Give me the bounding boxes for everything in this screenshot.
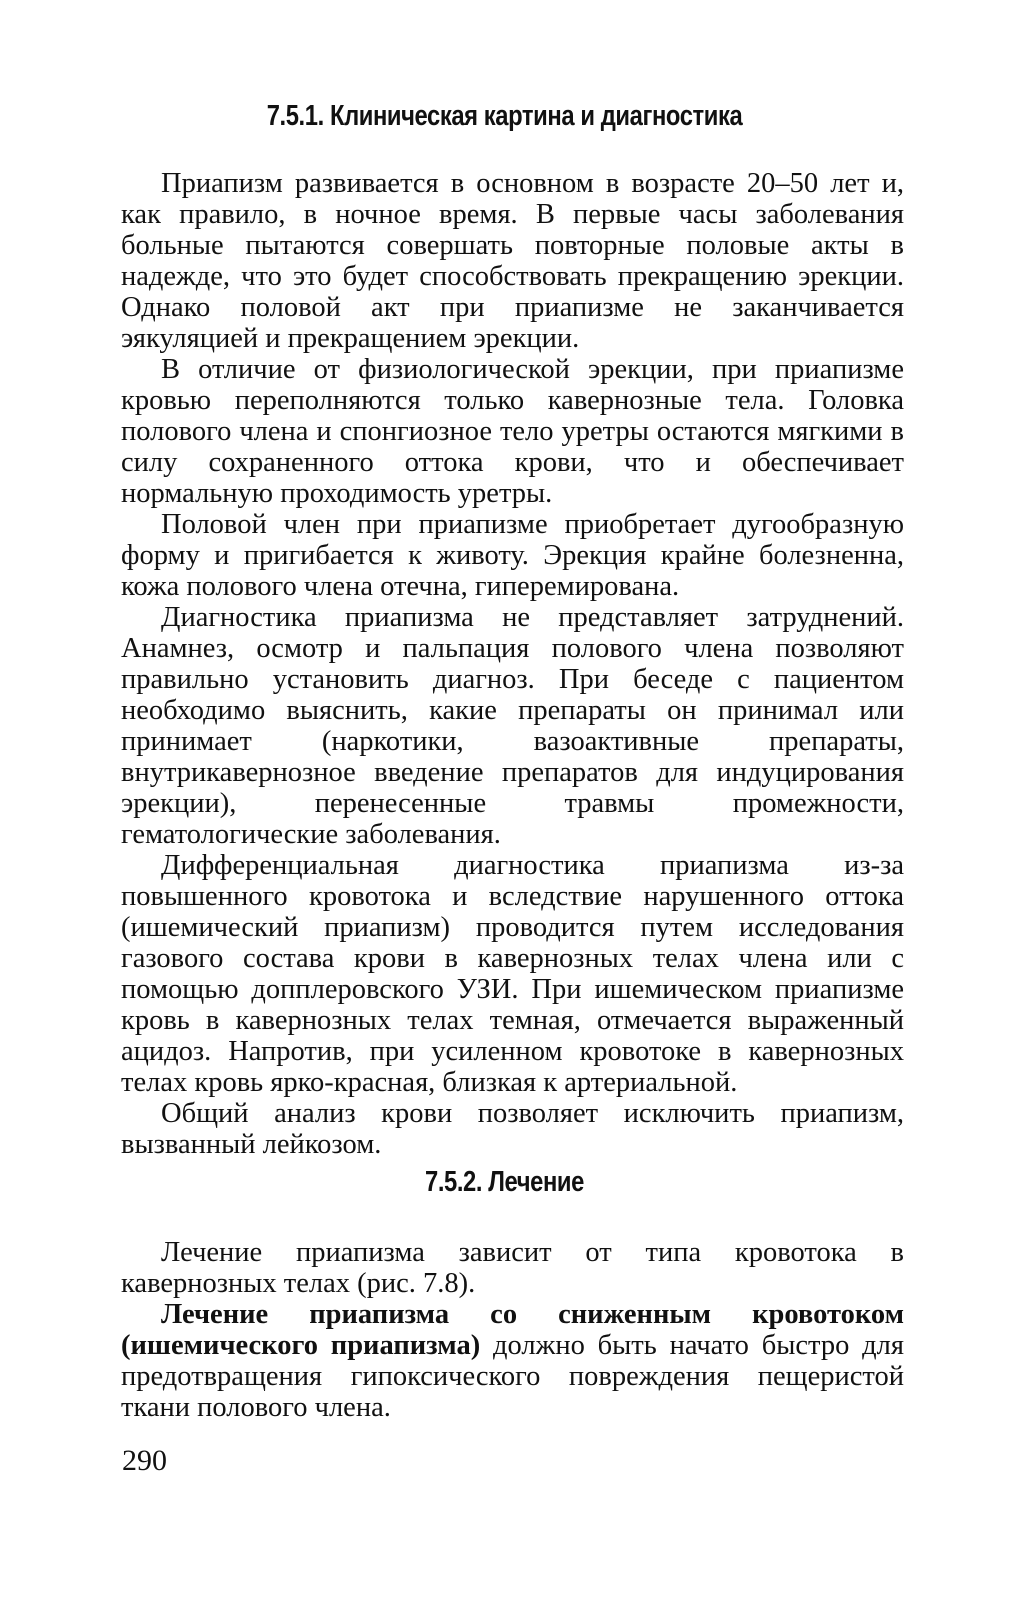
paragraph [121, 1299, 904, 1423]
paragraph: Общий анализ крови позволяет исключить приапизм, вызванный лейкозом. [121, 1098, 904, 1160]
bold-lead-in: Лечение приапизма со сниженным кровотоком (ишемического приапизма) [121, 1299, 904, 1361]
section-body-treatment [121, 1237, 904, 1423]
paragraph: Лечение приапизма зависит от типа кровотока в кавернозных телах (рис. 7.8). [121, 1237, 904, 1299]
paragraph: Дифференциальная диагностика приапизма из-за повышенного кровотока и вследствие нарушенного оттока (ишемический приапизм) проводится путем исследования газового состава крови в кавернозных телах члена или с помощью допплеровского УЗИ. При ишемическом приапизме кровь в кавернозных телах темная, отмечается выраженный ацидоз. Напротив, при усиленном кровотоке в кавернозных телах кровь ярко-красная, близкая к артериальной. [121, 850, 904, 1098]
page-number: 290 [122, 1444, 167, 1477]
paragraph: Диагностика приапизма не представляет затруднений. Анамнез, осмотр и пальпация полового члена позволяют правильно установить диагноз. При беседе с пациентом необходимо выяснить, какие препараты он принимал или принимает (наркотики, вазоактивные препараты, внутрикавернозное введение препаратов для индуцирования эрекции), перенесенные травмы промежности, гематологические заболевания. [121, 602, 904, 850]
paragraph: В отличие от физиологической эрекции, при приапизме кровью переполняются только кавернозные тела. Головка полового члена и спонгиозное тело уретры остаются мягкими в силу сохраненного оттока крови, что и обеспечивает нормальную проходимость уретры. [121, 354, 904, 509]
paragraph-text: должно быть начато быстро для предотвращения гипоксического повреждения пещеристой ткани полового члена. [121, 1330, 904, 1423]
paragraph: Приапизм развивается в основном в возрасте 20–50 лет и, как правило, в ночное время. В первые часы заболевания больные пытаются совершать повторные половые акты в надежде, что это будет способствовать прекращению эрекции. Однако половой акт при приапизме не заканчивается эякуляцией и прекращением эрекции. [121, 168, 904, 354]
paragraph: Половой член при приапизме приобретает дугообразную форму и пригибается к животу. Эрекция крайне болезненна, кожа полового члена отечна, гиперемирована. [121, 509, 904, 602]
section-body-clinical-picture [121, 168, 904, 1160]
section-heading-clinical-picture: 7.5.1. Клиническая картина и диагностика [266, 100, 743, 132]
section-heading-treatment: 7.5.2. Лечение [425, 1166, 584, 1198]
